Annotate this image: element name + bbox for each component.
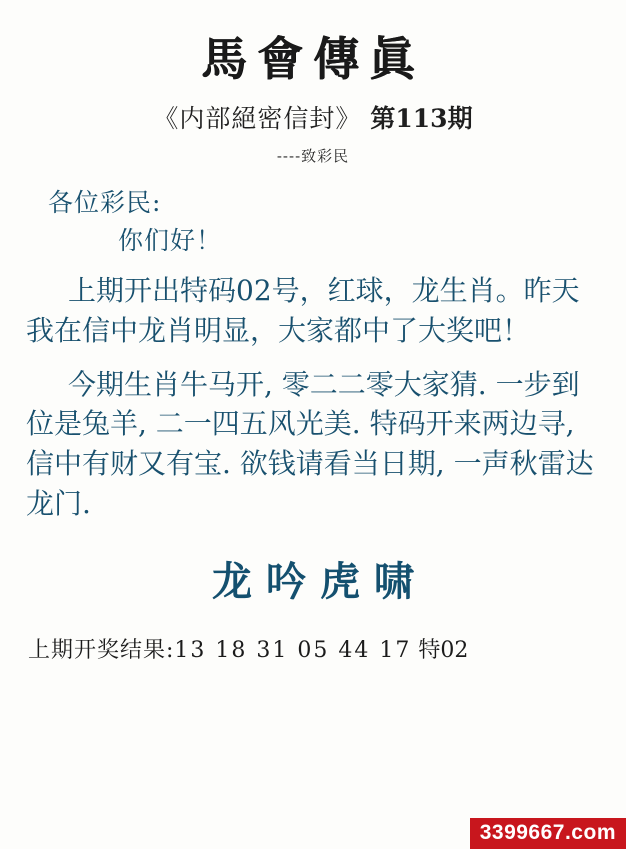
- salutation: 各位彩民:: [48, 187, 162, 217]
- watermark-badge: 3399667.com: [470, 818, 626, 849]
- dedication-line: ----致彩民: [276, 146, 350, 165]
- subtitle-bracket-text: 《内部絕密信封》: [153, 103, 362, 133]
- result-numbers: 13 18 31 05 44 17: [174, 637, 412, 663]
- previous-result-line: [0, 633, 626, 664]
- document-subtitle: [0, 99, 626, 135]
- result-special-number: 特02: [418, 637, 469, 663]
- paragraph-two: 今期生肖牛马开, 零二二零大家猜. 一步到位是兔羊, 二一四五风光美. 特码开来两边寻, 信中有财又有宝. 欲钱请看当日期, 一声秋雷达龙门.: [26, 367, 594, 520]
- greeting: 你们好！: [118, 226, 223, 256]
- paragraph-one: 上期开出特码02号，红球，龙生肖。昨天我在信中龙肖明显，大家都中了大奖吧！: [26, 274, 580, 347]
- slogan: 龙吟虎啸: [212, 557, 428, 605]
- page-title: 馬會傳眞: [201, 32, 425, 86]
- letter-body: [0, 184, 626, 524]
- result-label: 上期开奖结果:: [28, 637, 175, 663]
- issue-number: 第113期: [370, 103, 473, 133]
